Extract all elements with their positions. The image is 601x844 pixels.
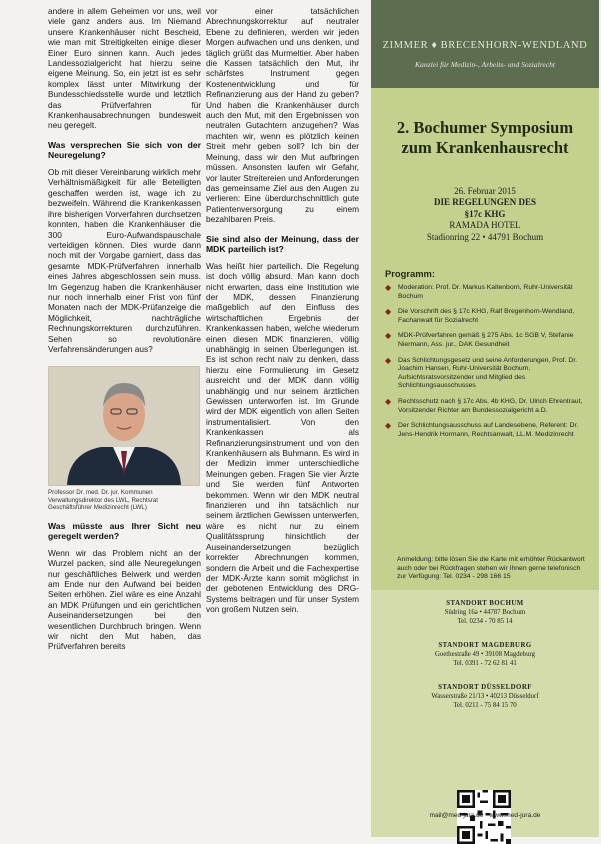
event-title-line: zum Krankenhausrecht <box>401 138 569 157</box>
author-portrait <box>48 366 200 486</box>
office-phone: Tel. 0391 - 72 62 81 41 <box>453 659 517 667</box>
interview-question: Was versprechen Sie sich von der Neuregelung? <box>48 139 201 161</box>
interview-question: Sie sind also der Meinung, dass der MDK parteilich ist? <box>206 233 359 255</box>
diamond-bullet-icon: ◆ <box>385 396 392 406</box>
law-firm-name: ZIMMER ♦ BRECENHORN-WENDLAND <box>382 40 588 51</box>
event-address: Stadionring 22 • 44791 Bochum <box>426 231 544 242</box>
program-item-text: MDK-Prüfverfahren gemäß § 275 Abs. 1c SGB V, Stefanie Niermann, Ass. jur., DAK Gesundheit <box>398 332 574 348</box>
office-phone: Tel. 0211 - 75 84 15 70 <box>453 701 517 709</box>
diamond-bullet-icon: ◆ <box>385 421 392 431</box>
article-paragraph: Was heißt hier parteilich. Die Regelung ist doch völlig absurd. Man kann doch nicht erwarten, dass eine Institution wie der MDK, dessen Finanzierung maßgeblich auf den Einfluss des wirtschaftlichen Ergebnis der Krankenkassen haben, welche wiederum einen diesen MDK finanzieren, völlig unabhängig in seinen Überlegungen ist. Es ist schon recht naiv zu denken, dass hierzu eine Formulierung im Gesetz ausreicht und der MDK dann völlig unabhängig und nur seinem ärztlichen Gewissen unterworfen ist. Im Grunde wird der MDK eigentlich von allen Seiten instrumentalisiert. Von den Krankenkassen als Refinanzierungsinstrument und von den Krankenhäusern als Buhmann. Es wird in der Medizin immer unterschiedliche Meinungen geben. Fragen Sie vier Ärzte und Sie werden fünf Antworten bekommen. Wenn wir den MDK neutral finanzieren und ihn tatsächlich nur seinem ärztlichen Gewissen unterwerfen, wäre es nicht nur zu einem Qualitätssprung hinsichtlich der Auseinandersetzungen bezüglich korrekter Abrechnungen kommen, sondern die Arbeit und die Fachexpertise der MDK-Ärzte kann somit möglichst in der gebotenen Entwicklung des DRG-Systems beitragen und für unser System von großem Nutzen sein. <box>206 260 359 615</box>
article-paragraph: Ob mit dieser Vereinbarung wirklich mehr Verhältnismäßigkeit für alle Beteiligten geschaffen werden ist, wage ich zu bezweifeln. Während die Krankenkassen ihre bisherigen Vorverfahren durchsetzen konnten, haben die Krankenhäuser die 300 Euro-Aufwandspauschale verteidigen können. Dies wurde dann noch mit der Vorgabe garniert, dass das gesamte MDK-Prüfverfahren innerhalb eines Jahres abgeschlossen sein muss. Im Gegenzug haben die Krankenhäuser nur noch innerhalb einer Frist von fünf Monaten nach der MDK-Prüfanzeige die Möglichkeit, nachträgliche Rechnungskorrekturen durchzuführen. Sehen so revolutionäre Verfahrensänderungen aus? <box>48 167 201 354</box>
diamond-bullet-icon: ◆ <box>385 283 392 292</box>
diamond-bullet-icon: ◆ <box>385 355 392 365</box>
program-list <box>385 284 589 446</box>
office-name: STANDORT MAGDEBURG <box>438 642 532 649</box>
program-heading: Programm: <box>385 268 436 279</box>
law-firm-tagline: Kanzlei für Medizin-, Arbeits- und Sozialrecht <box>414 60 556 69</box>
contact-footer: mail@med-jura.de • www.med-jura.de <box>429 812 541 819</box>
article-column-2 <box>206 6 359 832</box>
event-venue: RAMADA HOTEL <box>449 220 521 231</box>
program-item <box>385 308 589 325</box>
program-item <box>385 398 589 415</box>
office-bochum <box>371 600 599 626</box>
program-item <box>385 332 589 349</box>
office-street: Südring 16a • 44787 Bochum <box>444 608 526 616</box>
article-paragraph: andere in allem Geheimen vor uns, weil viele ganz anders aus. Im Niemand unsere Krankenhäuser nicht Bescheid, wie man mit Streitigkeiten einige dieser Einer Euro sinnen kann. Auch jedes Landessozialgericht hat hierzu seine eigene Meinung. So, ein jetzt ist es sehr komplex lässt unter Mitwirkung der Bundesschiedsstelle wurde und letztlich das Prüfverfahren für Krankenhausabrechnungen bundesweit neu geregelt. <box>48 6 201 131</box>
event-title-line: 2. Bochumer Symposium <box>396 118 574 137</box>
office-name: STANDORT BOCHUM <box>446 600 524 607</box>
office-locations <box>371 590 599 837</box>
article-paragraph: vor einer tatsächlichen Abrechnungskorrektur auf neutraler Ebene zu definieren, werden wir jeden Morgen aufwachen und uns denken, und täglich grüßt das Murmeltier. Aber haben die Kassen tatsächlich den Mut, ihr schärfstes Instrument gegen Kostenentwicklung und für Refinanzierung aus der Hand zu geben? Und haben die Krankenhäuser durch auch den Mut, mit den Ergebnissen von neutralen Gutachtern anzugehen? Was machten wir, wenn es plötzlich keinen Streit mehr geben soll? Ich bin der Meinung, dass wir den Mut aufbringen müssen. Ansonsten laufen wir Gefahr, vor lauter Streitereien und Anforderungen das gemeinsame Ziel aus den Augen zu verlieren: Eine überdurchschnittlich gute Patientenversorgung zu einem bezahlbaren Preis. <box>206 6 359 225</box>
program-item-text: Die Vorschrift des § 17c KHG, Ralf Bregenhorn-Wendland, Fachanwalt für Sozialrecht <box>398 308 575 324</box>
program-item <box>385 284 589 301</box>
event-date: 26. Februar 2015 <box>454 186 516 196</box>
diamond-bullet-icon: ◆ <box>385 307 392 317</box>
event-subject: §17c KHG <box>464 208 506 219</box>
office-magdeburg <box>371 642 599 668</box>
office-duesseldorf <box>371 684 599 710</box>
office-phone: Tel. 0234 - 70 85 14 <box>457 617 513 625</box>
event-advertisement <box>371 0 599 837</box>
program-item <box>385 422 589 439</box>
office-name: STANDORT DÜSSELDORF <box>438 684 532 691</box>
program-item <box>385 357 589 391</box>
program-item-text: Moderation: Prof. Dr. Markus Kaltenborn, Ruhr-Universität Bochum <box>398 284 573 300</box>
portrait-image <box>49 367 199 485</box>
article-paragraph: Wenn wir das Problem nicht an der Wurzel packen, sind alle Neuregelungen nur geschäftliches Beiwerk und werden am Ende nur den Aufwand bei beiden Seiten erhöhen. Ziel wäre es eine Anzahl an MDK Prüfungen und ein gerichtlichen Auseinandersetzungen bei den wesentlichen Durchbruch bringen. Wenn wir nicht den Mut haben, das Prüfverfahren bereits <box>48 547 201 652</box>
event-title <box>371 118 599 158</box>
office-street: Goethestraße 49 • 39108 Magdeburg <box>434 650 536 658</box>
event-subject: DIE REGELUNGEN DES <box>433 197 537 208</box>
office-street: Wasserstraße 21/13 • 40213 Düsseldorf <box>431 692 539 700</box>
interview-question: Was müsste aus Ihrer Sicht neu geregelt werden? <box>48 520 201 542</box>
law-firm-header <box>371 0 599 88</box>
photo-caption: Professor Dr. med. Dr. jur. Kommunen Verwaltungsdirektor des LWL, Rechtsrat Geschäftsführer Medizinrecht (LWL) <box>48 489 158 512</box>
program-item-text: Rechtsschutz nach § 17c Abs. 4b KHG, Dr. Ulrich Ehrentraut, Vorsitzender Richter am Bundessozialgericht a.D. <box>398 397 583 414</box>
diamond-bullet-icon: ◆ <box>385 331 392 341</box>
registration-note: Anmeldung: bitte lösen Sie die Karte mit erhöhter Rückantwort auch oder bei Rückfragen stehen wir Ihnen gerne telefonisch zur Verfügung: Tel. 0234 - 298 166 15 <box>397 556 585 581</box>
article-column-1 <box>48 6 201 832</box>
event-details <box>371 186 599 243</box>
program-item-text: Der Schlichtungsausschuss auf Landesebene, Referent: Dr. Jens-Hendrik Hormann, Rechtsanwalt, LL.M. Medizinrecht <box>398 422 579 438</box>
program-item-text: Das Schlichtungsgesetz und seine Anforderungen, Prof. Dr. Joachim Hansen, Ruhr-Universität Bochum, Aufsichtsratsvorsitzender und Mitglied des Schlichtungsausschusses <box>398 356 578 390</box>
